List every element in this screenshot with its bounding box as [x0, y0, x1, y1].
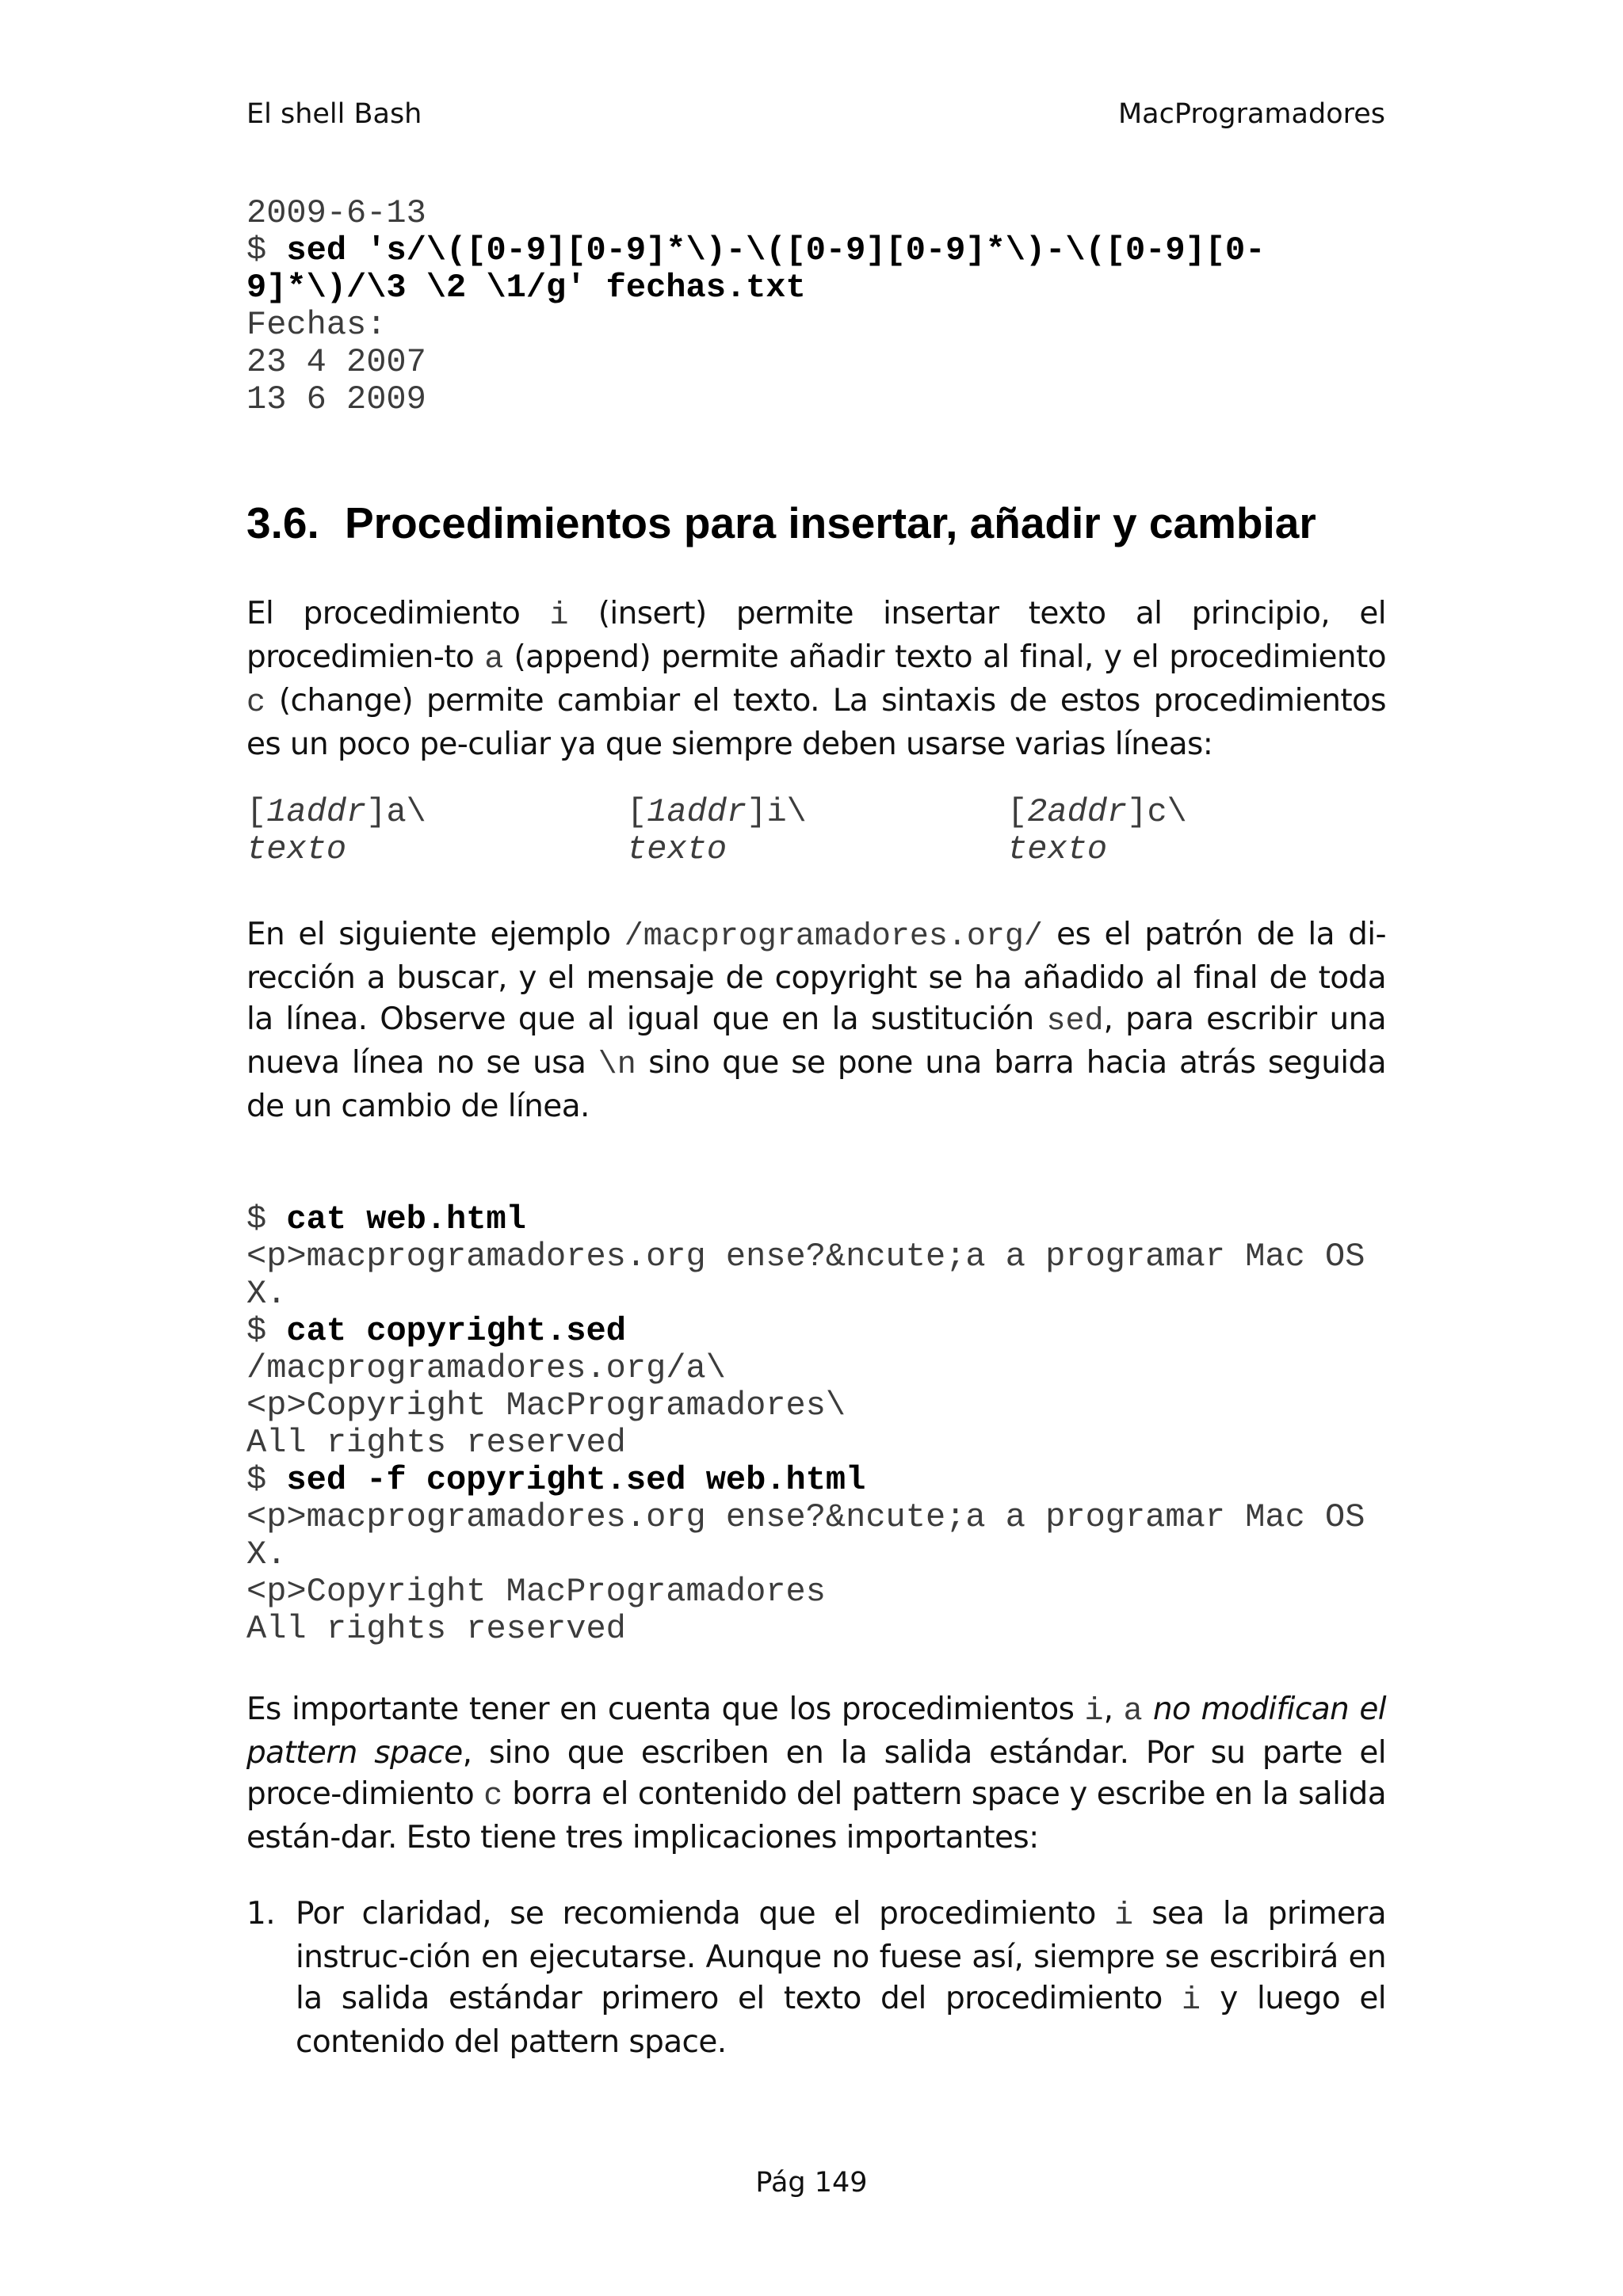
code-output-line: X. — [246, 1275, 287, 1313]
syntax-append: [1addr]a\ texto — [246, 793, 426, 868]
code-block-dates — [246, 195, 1265, 418]
code-output-line: /macprogramadores.org/a\ — [246, 1349, 726, 1387]
inline-code: a — [1123, 1694, 1143, 1730]
inline-code: /macprogramadores.org/ — [624, 919, 1043, 955]
section-number: 3.6. — [246, 498, 319, 547]
paragraph-text: , para escribir una nueva línea no se usa — [246, 1001, 1386, 1081]
syntax-address: 1addr — [647, 793, 747, 831]
code-output-line: X. — [246, 1535, 287, 1573]
paragraph-intro — [246, 593, 1386, 765]
inline-code: sed — [1046, 1004, 1104, 1039]
paragraph-text: es el patrón de la di-rección a buscar, y el mensaje de copyright se ha añadido al final de toda la línea. Observe que al igual que en la sustitución — [246, 917, 1386, 1037]
shell-command: sed 's/\([0-9][0-9]*\)-\([0-9][0-9]*\)-\([0-9][0- — [286, 231, 1266, 269]
syntax-table — [246, 794, 1388, 868]
syntax-text: texto — [627, 830, 727, 868]
paragraph-text: , sino que escriben en la salida estándar. Por su parte el proce-dimiento — [246, 1735, 1386, 1812]
code-output-line: <p>macprogramadores.org ense?&ncute;a a programar Mac OS — [246, 1498, 1365, 1536]
shell-command: cat copyright.sed — [286, 1312, 626, 1350]
paragraph-text: , — [1103, 1691, 1124, 1727]
paragraph-text: borra el contenido del pattern space y escribe en la salida están-dar. Esto tiene tres implicaciones importantes: — [246, 1776, 1387, 1855]
shell-command: cat web.html — [286, 1200, 526, 1238]
inline-code: i — [1181, 1983, 1201, 2019]
code-output-line: 23 4 2007 — [246, 343, 426, 381]
paragraph-text — [1143, 1691, 1153, 1727]
shell-command-continued: 9]*\)/\3 \2 \1/g' fechas.txt — [246, 269, 806, 307]
paragraph-text: El procedimiento — [246, 596, 550, 631]
shell-prompt: $ — [246, 1200, 287, 1238]
paragraph-text: Es importante tener en cuenta que los procedimientos — [246, 1691, 1085, 1727]
code-output-line: 13 6 2009 — [246, 380, 426, 418]
emphasis-text: no modifican el pattern space — [246, 1691, 1386, 1771]
paragraph-text: sino que se pone una barra hacia atrás seguida de un cambio de línea. — [246, 1045, 1386, 1124]
code-output-line: Fechas: — [246, 306, 387, 344]
code-line: 2009-6-13 — [246, 194, 426, 232]
inline-code: i — [1114, 1898, 1134, 1934]
code-output-line: All rights reserved — [246, 1424, 626, 1462]
header-book-title: El shell Bash — [246, 98, 422, 130]
paragraph-text: (change) permite cambiar el texto. La sintaxis de estos procedimientos es un poco pe-culiar ya que siempre deben usarse varias líneas: — [246, 683, 1386, 762]
syntax-address: 2addr — [1027, 793, 1128, 831]
inline-code: i — [1084, 1694, 1104, 1730]
inline-code: c — [246, 685, 266, 721]
syntax-change: [2addr]c\ texto — [1007, 793, 1187, 868]
code-output-line: <p>Copyright MacProgramadores\ — [246, 1386, 846, 1425]
paragraph-example-intro — [246, 914, 1386, 1127]
syntax-text: texto — [1007, 830, 1108, 868]
paragraph-implications — [246, 1689, 1386, 1859]
running-header — [246, 98, 1385, 130]
code-output-line: All rights reserved — [246, 1610, 626, 1648]
shell-prompt: $ — [246, 231, 287, 269]
code-block-example — [246, 1201, 1365, 1648]
paragraph-text: En el siguiente ejemplo — [246, 917, 624, 952]
code-output-line: <p>macprogramadores.org ense?&ncute;a a programar Mac OS — [246, 1238, 1365, 1276]
paragraph-text: (append) permite añadir texto al final, y el procedimiento — [503, 639, 1386, 675]
inline-code: i — [549, 598, 569, 634]
shell-prompt: $ — [246, 1312, 287, 1350]
list-item-text: Por claridad, se recomienda que el procedimiento i sea la primera instruc-ción en ejecutarse. Aunque no fuese así, siempre se escribirá en la salida estándar primero el texto del procedimiento i y luego el contenido del pattern space. — [296, 1896, 1387, 2060]
page-number: Pág 149 — [755, 2167, 868, 2199]
syntax-insert: [1addr]i\ texto — [627, 793, 807, 868]
code-output-line: <p>Copyright MacProgramadores — [246, 1573, 826, 1611]
syntax-address: 1addr — [266, 793, 367, 831]
syntax-text: texto — [246, 830, 347, 868]
section-title: Procedimientos para insertar, añadir y cambiar — [345, 498, 1316, 547]
inline-code: a — [484, 642, 504, 677]
shell-command: sed -f copyright.sed web.html — [286, 1461, 866, 1499]
section-heading — [246, 498, 1316, 548]
header-publisher: MacProgramadores — [1117, 98, 1385, 130]
paragraph-text: (insert) permite insertar texto al principio, el procedimien-to — [246, 596, 1386, 675]
inline-code: c — [483, 1779, 503, 1814]
shell-prompt: $ — [246, 1461, 287, 1499]
list-marker: 1. — [246, 1896, 276, 1932]
list-item — [246, 1894, 1386, 2063]
inline-code: \n — [598, 1047, 636, 1083]
